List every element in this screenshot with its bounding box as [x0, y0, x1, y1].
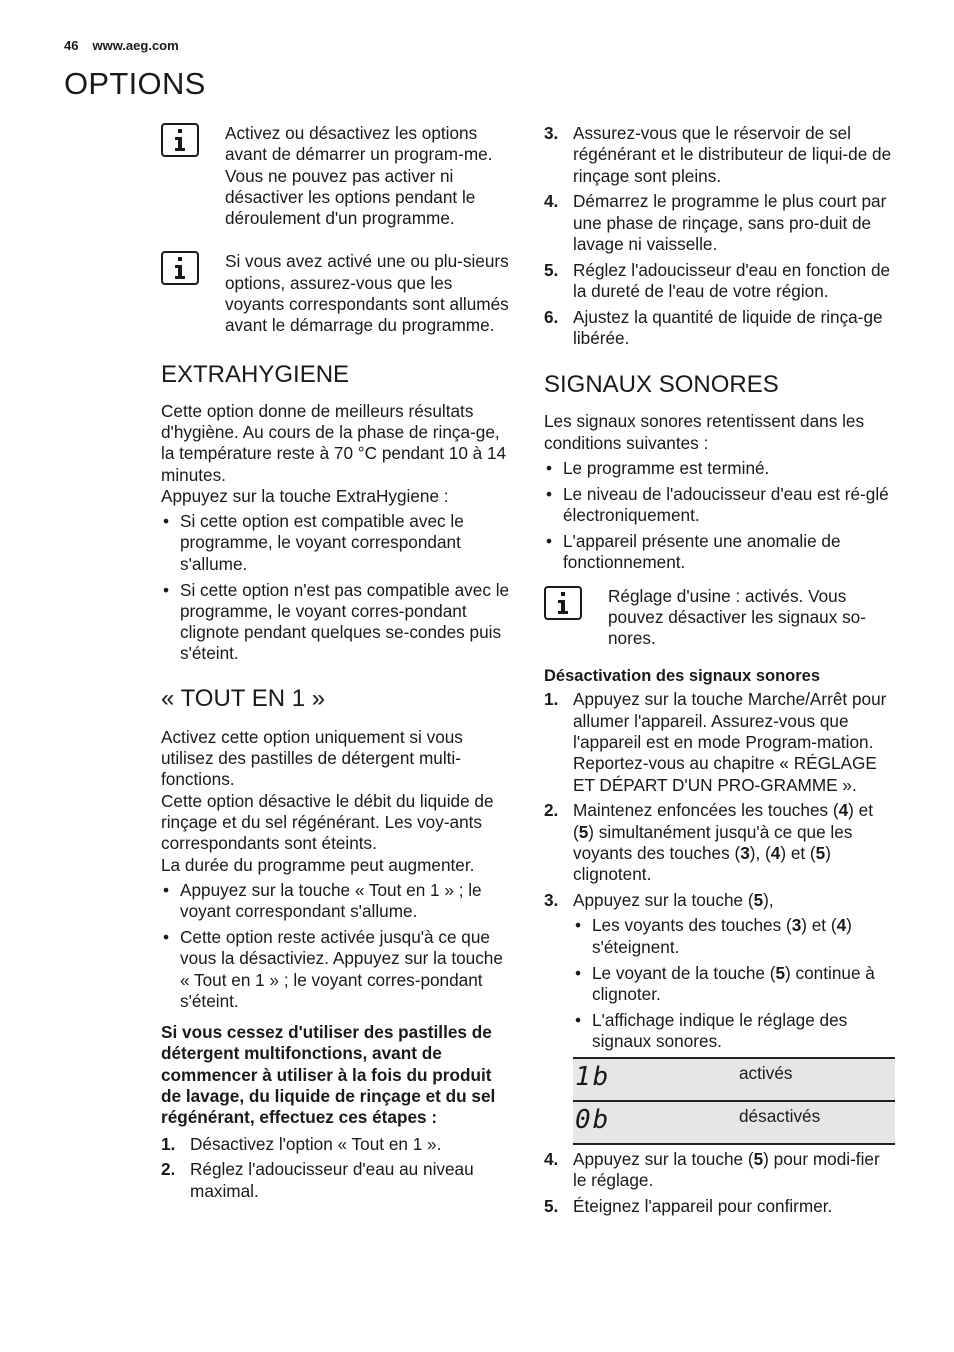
- paragraph: Appuyez sur la touche ExtraHygiene :: [161, 485, 449, 506]
- list-item: [544, 123, 896, 187]
- section-title-extrahygiene: EXTRAHYGIENE: [161, 360, 350, 388]
- list-item: • Appuyez sur la touche « Tout en 1 » ; le voyant correspondant s'allume.: [161, 880, 511, 923]
- step-number: 4.: [544, 1149, 559, 1170]
- note-text: Si vous avez activé une ou plu-sieurs options, assurez-vous que les voyants correspondants sont allumés avant le démarrage du programme.: [225, 251, 509, 336]
- list-item: [544, 1196, 896, 1217]
- bullet-list: [573, 915, 896, 1052]
- step-text: Démarrez le programme le plus court par une phase de rinçage, sans pro-duit de lavage ni vaisselle.: [573, 191, 887, 254]
- list-item: • Le programme est terminé.: [544, 458, 896, 479]
- display-settings-table: [573, 1057, 895, 1145]
- step-number: 6.: [544, 306, 559, 327]
- site-url: www.aeg.com: [92, 38, 179, 53]
- list-item: [544, 260, 896, 303]
- list-item: • Le niveau de l'adoucisseur d'eau est ré-glé électroniquement.: [544, 484, 896, 527]
- step-text: Éteignez l'appareil pour confirmer.: [573, 1196, 833, 1217]
- numbered-list: [544, 123, 896, 349]
- warning-paragraph: Si vous cessez d'utiliser des pastilles de détergent multifonctions, avant de commencer à utiliser à la fois du produit de lavage, du liquide de rinçage et du sel régénérant, effectuez ces étapes :: [161, 1022, 496, 1128]
- paragraph: Cette option donne de meilleurs résultats d'hygiène. Au cours de la phase de rinça-ge, la température reste à 70 °C pendant 10 à 14 minutes.: [161, 400, 507, 485]
- info-note: [161, 251, 511, 336]
- step-number: 3.: [544, 890, 559, 911]
- step-number: 4.: [544, 191, 559, 212]
- list-item: • L'appareil présente une anomalie de fonctionnement.: [544, 531, 896, 574]
- bullet-list: [161, 880, 511, 1012]
- note-text: Réglage d'usine : activés. Vous pouvez désactiver les signaux so-nores.: [608, 585, 866, 649]
- info-icon: [161, 123, 199, 157]
- list-item: • Cette option reste activée jusqu'à ce que vous la désactiviez. Appuyez sur la touche « Tout en 1 » ; le voyant corres-pondant s'éteint.: [161, 927, 511, 1012]
- table-row: [573, 1101, 895, 1144]
- info-icon: [161, 251, 199, 285]
- step-number: 5.: [544, 259, 559, 280]
- list-item: • Si cette option n'est pas compatible avec le programme, le voyant corres-pondant clignote pendant quelques se-condes puis s'éteint.: [161, 580, 511, 665]
- info-icon: [544, 586, 582, 620]
- paragraph: Les signaux sonores retentissent dans les conditions suivantes :: [544, 411, 865, 453]
- right-column: [544, 123, 896, 1222]
- left-column: [161, 123, 511, 1206]
- step-text: Réglez l'adoucisseur d'eau en fonction de la dureté de l'eau de votre région.: [573, 259, 891, 302]
- step-text: Appuyez sur la touche (5) pour modi-fier le réglage.: [573, 1149, 880, 1191]
- list-item: [161, 1134, 511, 1155]
- list-item: [544, 191, 896, 255]
- step-text: Réglez l'adoucisseur d'eau au niveau maximal.: [190, 1159, 474, 1201]
- info-note: [544, 586, 896, 650]
- list-item: • L'affichage indique le réglage des signaux sonores.: [573, 1010, 896, 1053]
- list-item: [544, 800, 896, 885]
- step-text: Assurez-vous que le réservoir de sel régénérant et le distributeur de liqui-de de rinçage sont pleins.: [573, 123, 892, 186]
- display-code: 0b: [573, 1101, 739, 1144]
- paragraph: La durée du programme peut augmenter.: [161, 854, 475, 875]
- list-item: [544, 689, 896, 795]
- section-title-signaux-sonores: SIGNAUX SONORES: [544, 371, 779, 399]
- paragraph: Cette option désactive le débit du liquide de rinçage et du sel régénérant. Les voy-ants correspondants sont éteints.: [161, 790, 494, 854]
- list-item: [544, 890, 896, 1145]
- step-number: 1.: [544, 689, 559, 710]
- display-code: 1b: [573, 1058, 739, 1101]
- list-item: [161, 1159, 511, 1202]
- list-item: [544, 1149, 896, 1192]
- section-title-tout-en-1: « TOUT EN 1 »: [161, 684, 326, 712]
- table-row: [573, 1058, 895, 1101]
- info-note: [161, 123, 511, 229]
- note-text: Activez ou désactivez les options avant de démarrer un program-me. Vous ne pouvez pas activer ni désactiver les options pendant le déroulement d'un programme.: [225, 123, 493, 229]
- bullet-list: [161, 511, 511, 665]
- list-item: • Les voyants des touches (3) et (4) s'éteignent.: [573, 915, 896, 958]
- step-text: Désactivez l'option « Tout en 1 ».: [190, 1133, 442, 1154]
- paragraph: Activez cette option uniquement si vous utilisez des pastilles de détergent multi-fonctions.: [161, 726, 463, 790]
- step-text: Appuyez sur la touche (5),: [573, 890, 774, 911]
- step-number: 2.: [544, 800, 559, 821]
- step-number: 3.: [544, 123, 559, 143]
- numbered-list: [161, 1134, 511, 1202]
- display-label: activés: [739, 1058, 895, 1101]
- step-text: Ajustez la quantité de liquide de rinça-ge libérée.: [573, 306, 883, 349]
- numbered-list: [544, 689, 896, 1217]
- step-number: 5.: [544, 1196, 559, 1217]
- step-text: Appuyez sur la touche Marche/Arrêt pour allumer l'appareil. Assurez-vous que l'appareil est en mode Program-mation. Reportez-vous au chapitre « RÉGLAGE ET DÉPART D'UN PRO-GRAMME ».: [573, 689, 887, 795]
- bullet-list: [544, 458, 896, 573]
- page-title: OPTIONS: [64, 66, 206, 101]
- list-item: [544, 307, 896, 350]
- subsection-title: Désactivation des signaux sonores: [544, 667, 821, 686]
- page-header: [64, 38, 193, 53]
- step-number: 2.: [161, 1159, 176, 1180]
- step-number: 1.: [161, 1133, 176, 1154]
- step-text: Maintenez enfoncées les touches (4) et (5) simultanément jusqu'à ce que les voyants des touches (3), (4) et (5) clignotent.: [573, 800, 874, 885]
- list-item: • Le voyant de la touche (5) continue à clignoter.: [573, 963, 896, 1006]
- list-item: • Si cette option est compatible avec le programme, le voyant correspondant s'allume.: [161, 511, 511, 575]
- display-label: désactivés: [739, 1101, 895, 1144]
- page-number: 46: [64, 38, 79, 53]
